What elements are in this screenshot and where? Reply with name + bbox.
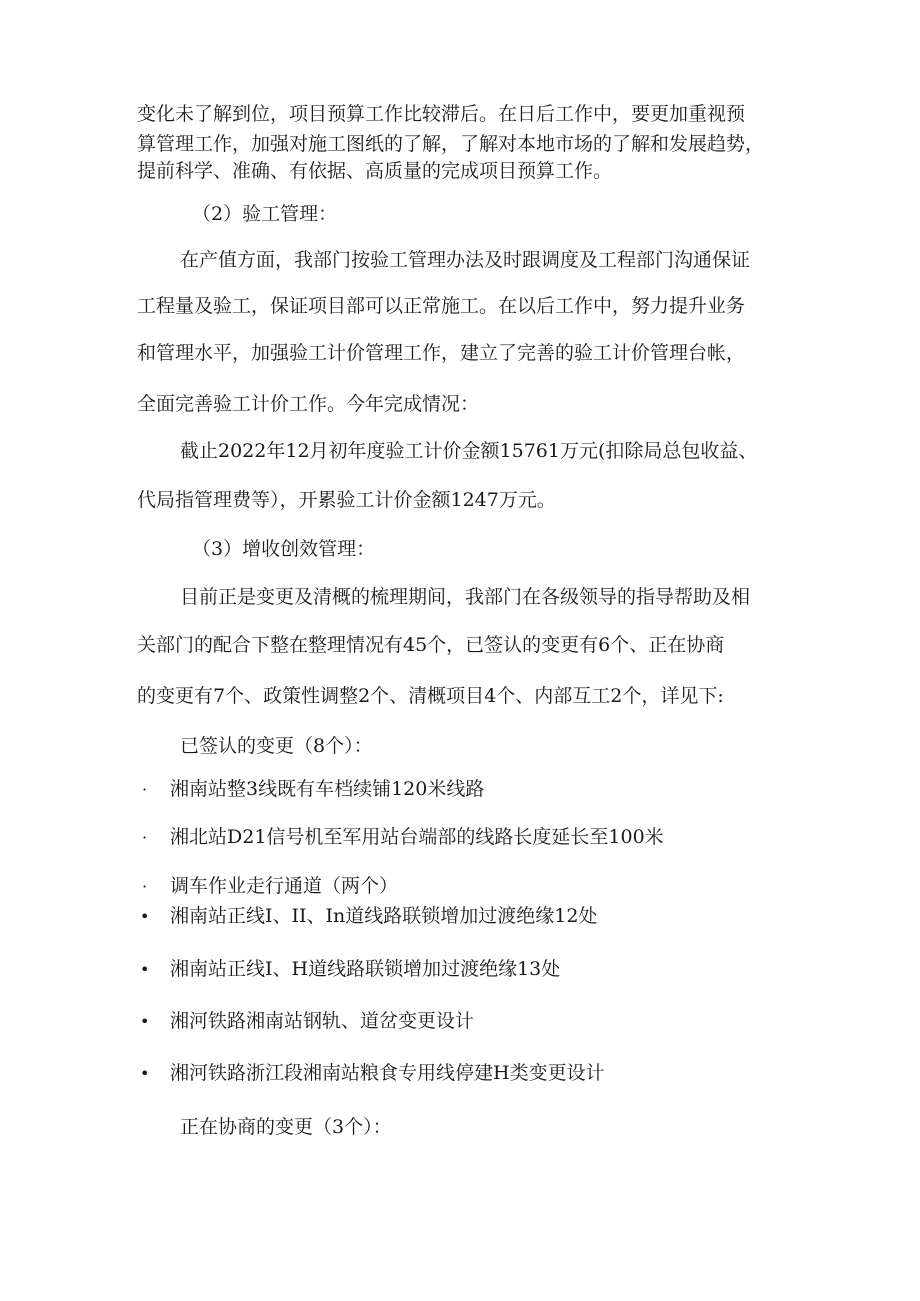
changes-line-2: 关部门的配合下整在整理情况有45个，已签认的变更有6个、正在协商 <box>137 634 725 656</box>
intro-line-2: 算管理工作，加强对施工图纸的了解，了解对本地市场的了解和发展趋势， <box>137 133 765 155</box>
changes-line-3: 的变更有7个、政策性调整2个、清概项目4个、内部互工2个，详见下: <box>137 685 724 707</box>
list-item: 湘河铁路湘南站钢轨、道岔变更设计 <box>170 1010 475 1032</box>
acceptance-line-4: 全面完善验工计价工作。今年完成情况： <box>137 393 480 415</box>
bullet-dot-icon: · <box>142 780 148 799</box>
list-item: 湘南站正线I、H道线路联锁增加过渡绝缘13处 <box>170 958 561 980</box>
list-item: 湘北站D21信号机至军用站台端部的线路长度延长至100米 <box>170 826 664 848</box>
bullet-dot-icon: • <box>140 1012 150 1031</box>
list-item: 湘河铁路浙江段湘南站粮食专用线停建H类变更设计 <box>170 1062 605 1084</box>
bullet-dot-icon: · <box>142 877 148 896</box>
valuation-line-1: 截止2022年12月初年度验工计价金额15761万元(扣除局总包收益、 <box>180 440 758 462</box>
bullet-dot-icon: • <box>140 907 150 926</box>
bullet-dot-icon: · <box>142 828 148 847</box>
list-item: 湘南站整3线既有车档续铺120米线路 <box>170 778 485 800</box>
list-item: 调车作业走行通道（两个） <box>170 875 399 897</box>
changes-line-1: 目前正是变更及清概的梳理期间，我部门在各级领导的指导帮助及相 <box>180 586 751 608</box>
bullet-dot-icon: • <box>140 960 150 979</box>
acceptance-line-2: 工程量及验工，保证项目部可以正常施工。在以后工作中，努力提升业务 <box>137 295 746 317</box>
list-item: 湘南站正线I、II、In道线路联锁增加过渡绝缘12处 <box>170 905 598 927</box>
valuation-line-2: 代局指管理费等），开累验工计价金额1247万元。 <box>137 489 556 511</box>
intro-line-1: 变化未了解到位，项目预算工作比较滞后。在日后工作中，要更加重视预 <box>137 103 746 125</box>
section2-heading: （2）验工管理： <box>192 203 338 225</box>
bullet-dot-icon: • <box>140 1064 150 1083</box>
acceptance-line-3: 和管理水平，加强验工计价管理工作，建立了完善的验工计价管理台帐， <box>137 342 746 364</box>
section3-heading: （3）增收创效管理： <box>192 538 376 560</box>
negotiating-changes-heading: 正在协商的变更（3个）： <box>180 1116 392 1138</box>
signed-changes-heading: 已签认的变更（8个）： <box>180 735 373 757</box>
intro-line-3: 提前科学、准确、有依据、高质量的完成项目预算工作。 <box>137 160 613 182</box>
acceptance-line-1: 在产值方面，我部门按验工管理办法及时跟调度及工程部门沟通保证 <box>180 249 751 271</box>
